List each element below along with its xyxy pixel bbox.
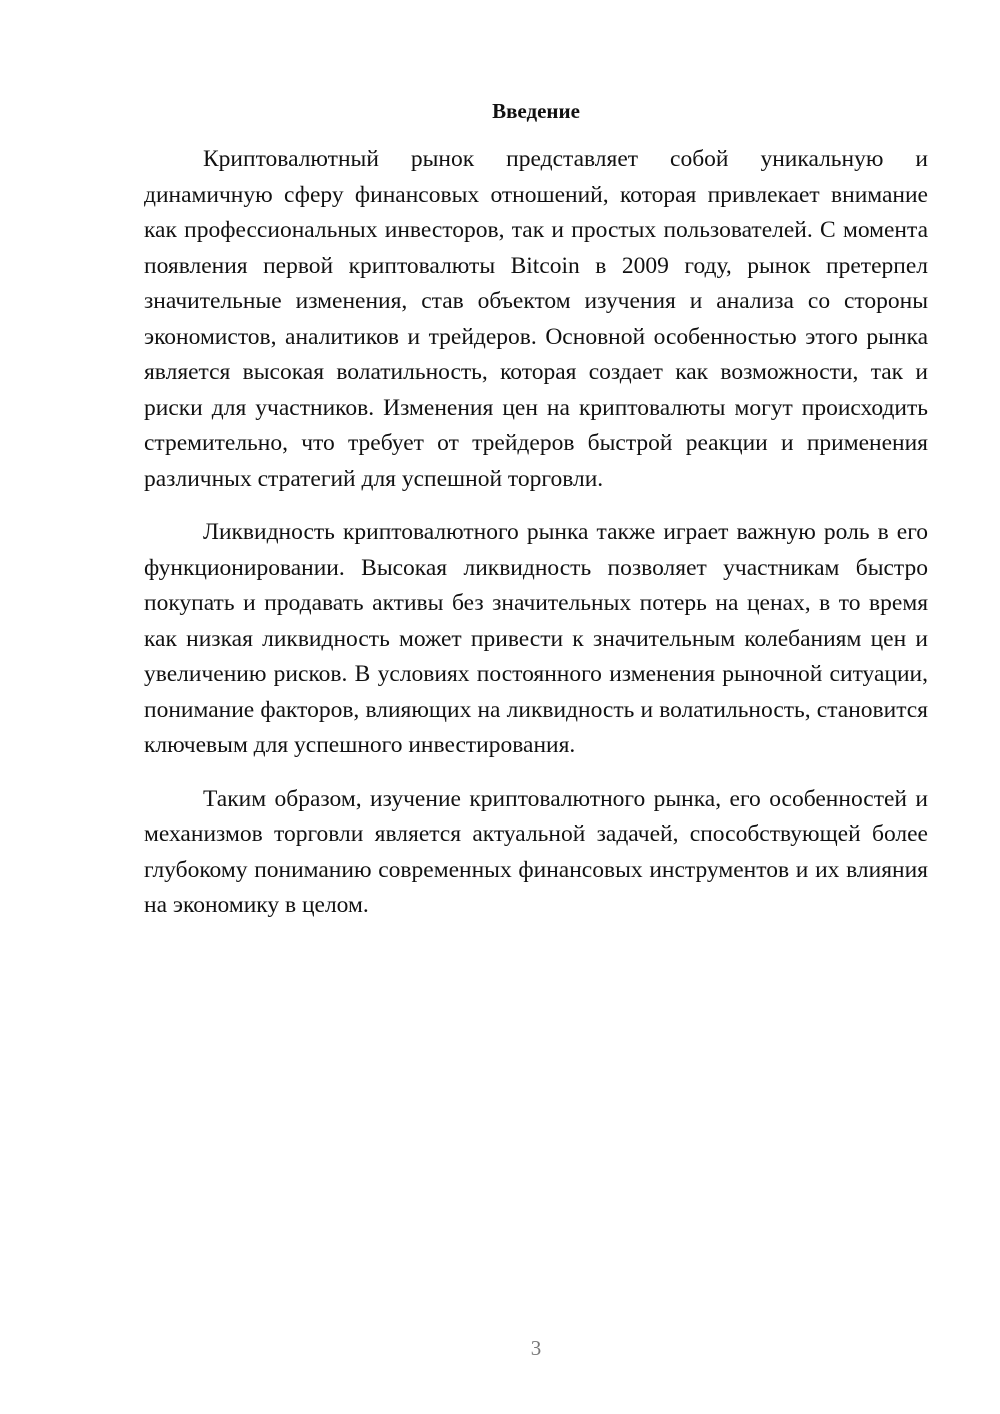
paragraph-3: Таким образом, изучение криптовалютного рынка, его особенностей и механизмов торговли является актуальной задачей, способствующей более глубокому пониманию современных финансовых инструментов и их влияния на экономику в целом. [144,785,928,918]
page-title: Введение [492,99,580,123]
page-number: 3 [530,1336,542,1360]
paragraph-1: Криптовалютный рынок представляет собой уникальную и динамичную сферу финансовых отношений, которая привлекает внимание как профессиональных инвесторов, так и простых пользователей. С момента появления первой криптовалюты Bitcoin в 2009 году, рынок претерпел значительные изменения, став объектом изучения и анализа со стороны экономистов, аналитиков и трейдеров. Основной особенностью этого рынка является высокая волатильность, которая создает как возможности, так и риски для участников. Изменения цен на криптовалюты могут происходить стремительно, что требует от трейдеров быстрой реакции и применения различных стратегий для успешной торговли. [144,146,928,492]
document-body [144,142,928,942]
paragraph-2: Ликвидность криптовалютного рынка также играет важную роль в его функционировании. Высокая ликвидность позволяет участникам быстро покупать и продавать активы без значительных потерь на ценах, в то время как низкая ликвидность может привести к значительным колебаниям цен и увеличению рисков. В условиях постоянного изменения рыночной ситуации, понимание факторов, влияющих на ликвидность и волатильность, становится ключевым для успешного инвестирования. [144,519,928,758]
